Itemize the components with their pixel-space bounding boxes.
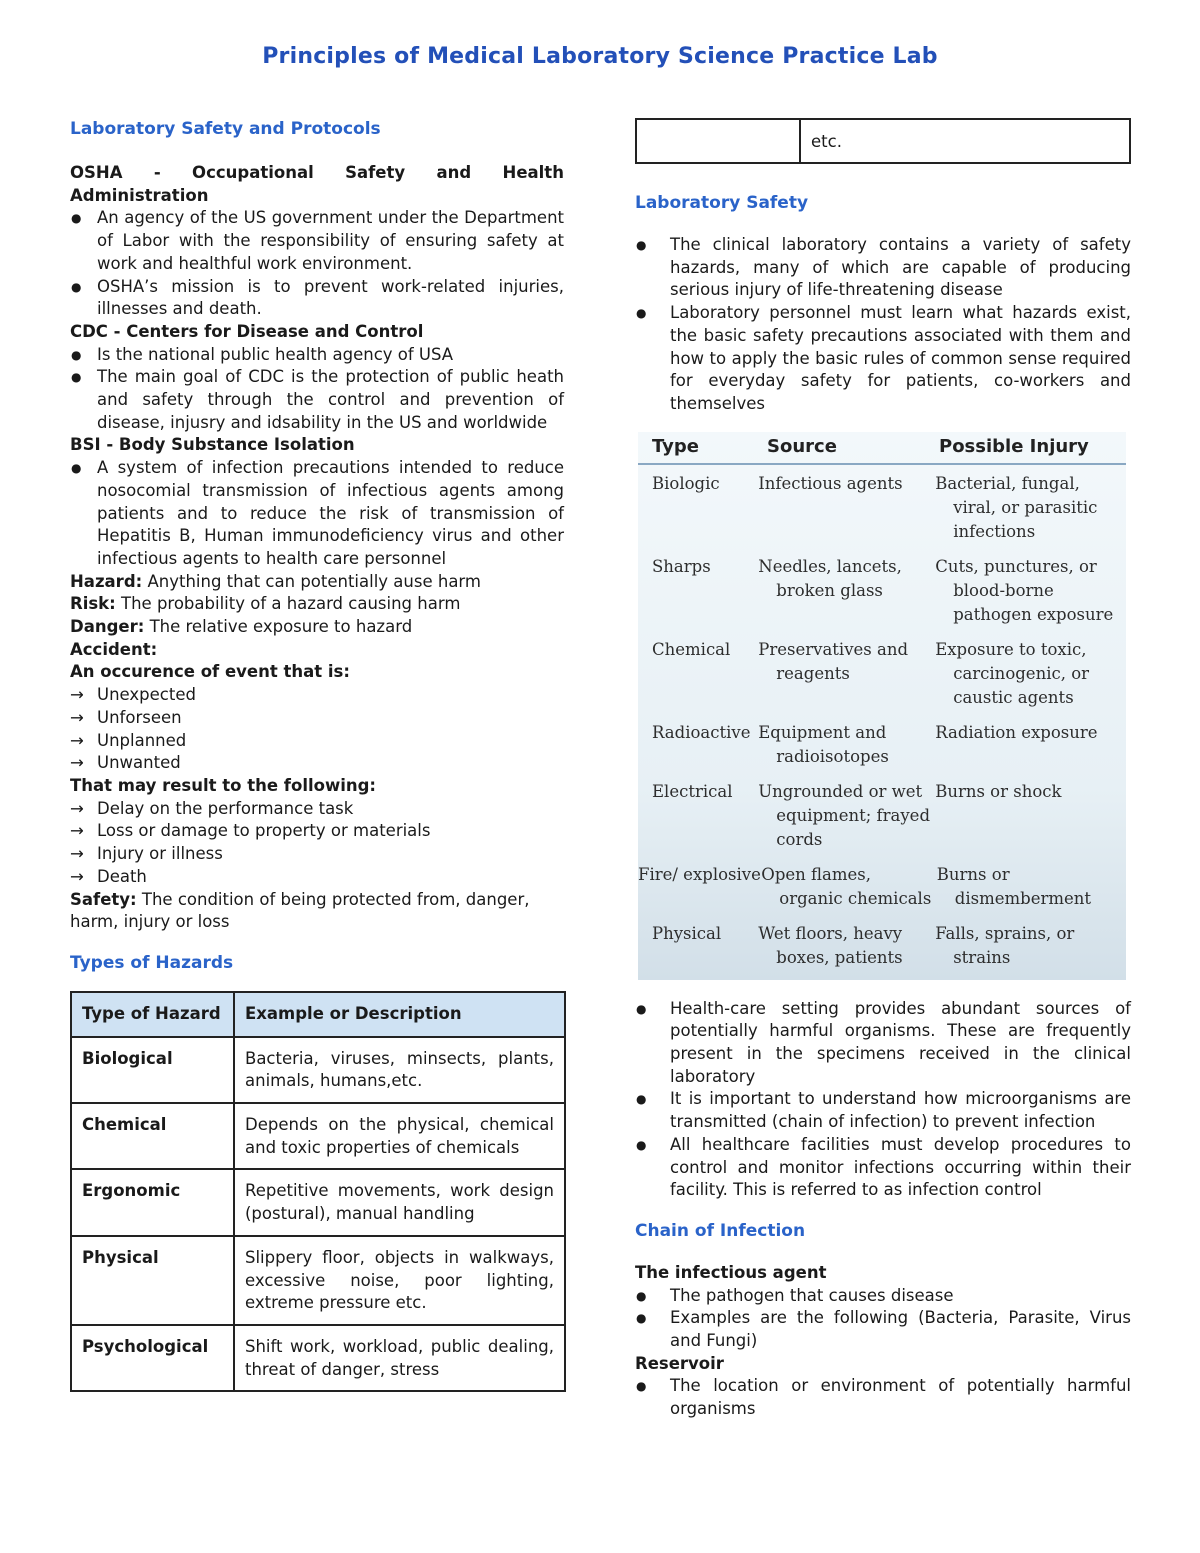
continued-cell: etc. [800,119,1130,163]
list-item: → Loss or damage to property or materials [70,820,564,843]
list-item: → Unplanned [70,730,564,753]
table-row: Fire/ explosive Open flames, organic chemicals Burns or dismemberment [638,864,1092,908]
hazard-type-cell: Psychological [71,1325,234,1391]
hazard-desc-cell: Depends on the physical, chemical and toxic properties of chemicals [234,1103,565,1169]
hazard-table [70,991,566,1392]
table-row: Sharps Needles, lancets, broken glass Cuts, punctures, or blood-borne pathogen exposure [652,556,1114,624]
hazard-type-cell: Chemical [71,1103,234,1169]
list-item: → Death [70,866,564,889]
column-header: Possible Injury [939,435,1089,457]
column-header: Example or Description [234,992,565,1037]
section-heading-types-of-hazards: Types of Hazards [70,952,234,973]
list-item: ● Laboratory personnel must learn what hazards exist, the basic safety precautions associated with them and how to apply the basic rules of common sense required for everyday safety for patients, co-workers and themselves [635,302,1131,416]
list-item: ● The clinical laboratory contains a variety of safety hazards, many of which are capable of producing serious injury of life-threatening disease [635,234,1131,302]
list-item: → Unwanted [70,752,564,775]
list-item: ● The pathogen that causes disease [635,1285,1131,1308]
infectious-agent-heading: The infectious agent [635,1262,827,1282]
list-item: ● All healthcare facilities must develop procedures to control and monitor infections occurring within their facility. This is referred to as infection control [635,1134,1131,1202]
occurence-list [70,684,564,775]
hazard-type-cell: Ergonomic [71,1169,234,1235]
section-heading-lab-safety-protocols: Laboratory Safety and Protocols [70,119,381,139]
right-column [635,118,1131,1421]
danger-definition: Danger: The relative exposure to hazard [70,617,413,637]
hazard-type-cell: Physical [71,1236,234,1325]
list-item: → Delay on the performance task [70,798,564,821]
hazard-desc-cell: Slippery floor, objects in walkways, excessive noise, poor lighting, extreme pressure etc. [234,1236,565,1325]
bsi-list [70,457,564,571]
list-item: ● The location or environment of potentially harmful organisms [635,1375,1131,1420]
agent-list [635,1285,1131,1353]
safety-definition: Safety: The condition of being protected from, danger, harm, injury or loss [70,889,530,932]
osha-list [70,207,564,321]
table-header-row [71,992,565,1037]
accident-label: Accident: [70,639,158,659]
occurence-label: An occurence of event that is: [70,662,350,682]
list-item: → Unexpected [70,684,564,707]
list-item: ● An agency of the US government under the Department of Labor with the responsibility of ensuring safety at work and healthful work environment. [70,207,564,275]
cdc-list [70,344,564,435]
list-item: ● Examples are the following (Bacteria, Parasite, Virus and Fungi) [635,1307,1131,1352]
list-item: ● OSHA’s mission is to prevent work-related injuries, illnesses and death. [70,276,564,321]
osha-heading-line2: Administration [70,185,209,205]
table-row: Chemical Preservatives and reagents Exposure to toxic, carcinogenic, or caustic agents [652,639,1090,707]
continued-cell-empty [636,119,800,163]
section-heading-chain-of-infection: Chain of Infection [635,1220,806,1241]
table-row: Electrical Ungrounded or wet equipment; frayed cords Burns or shock [652,781,1062,849]
reservoir-list [635,1375,1131,1420]
list-item: ● Is the national public health agency of USA [70,344,564,367]
table-row [636,119,1130,163]
table-row: Physical Wet floors, heavy boxes, patients Falls, sprains, or strains [652,923,1075,967]
list-item: ● Health-care setting provides abundant sources of potentially harmful organisms. These are frequently present in the specimens received in the clinical laboratory [635,998,1131,1089]
hazard-desc-cell: Bacteria, viruses, minsects, plants, animals, humans,etc. [234,1037,565,1103]
list-item: ● The main goal of CDC is the protection of public heath and safety through the control and prevention of disease, injusry and idsability in the US and worldwide [70,366,564,434]
left-column [70,118,564,1392]
list-item: ● It is important to understand how microorganisms are transmitted (chain of infection) to prevent infection [635,1088,1131,1133]
safety-hazards-table-image [638,432,1126,980]
table-row: Radioactive Equipment and radioisotopes Radiation exposure [652,722,1098,766]
list-item: ● A system of infection precautions intended to reduce nosocomial transmission of infectious agents among patients and to reduce the risk of transmission of Hepatitis B, Human immunodeficiency virus and other infectious agents to health care personnel [70,457,564,571]
table-header-row [638,432,1126,465]
hazard-definition: Hazard: Anything that can potentially ause harm [70,571,481,591]
table-row [71,1037,565,1103]
bsi-heading: BSI - Body Substance Isolation [70,435,355,455]
cdc-heading: CDC - Centers for Disease and Control [70,321,424,341]
table-row [71,1236,565,1325]
list-item: → Injury or illness [70,843,564,866]
page-title: Principles of Medical Laboratory Science Practice Lab [262,44,938,69]
column-header: Type [652,435,699,457]
hazard-desc-cell: Shift work, workload, public dealing, threat of danger, stress [234,1325,565,1391]
risk-definition: Risk: The probability of a hazard causing harm [70,594,461,614]
section-heading-laboratory-safety: Laboratory Safety [635,193,809,213]
reservoir-heading: Reservoir [635,1353,724,1373]
table-row: Biologic Infectious agents Bacterial, fungal, viral, or parasitic infections [652,473,1098,541]
infection-list [635,998,1131,1202]
column-header: Source [767,435,837,457]
table-row [71,1103,565,1169]
table-row [71,1169,565,1235]
column-header: Type of Hazard [71,992,234,1037]
osha-heading: OSHA - Occupational Safety and Health [70,163,564,182]
hazard-desc-cell: Repetitive movements, work design (postural), manual handling [234,1169,565,1235]
list-item: → Unforseen [70,707,564,730]
continued-table [635,118,1131,164]
result-list [70,798,564,889]
hazard-type-cell: Biological [71,1037,234,1103]
lab-safety-list [635,234,1131,416]
table-row [71,1325,565,1391]
result-label: That may result to the following: [70,775,377,795]
